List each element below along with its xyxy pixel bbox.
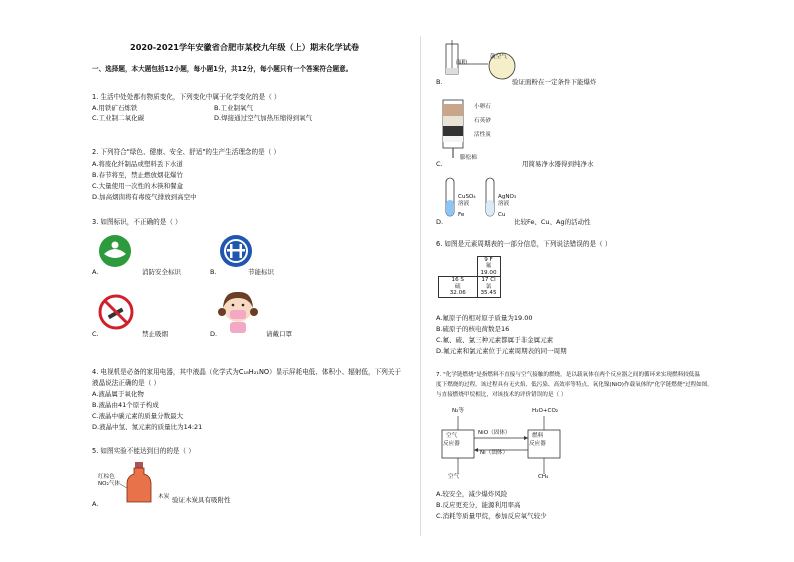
question-2-option-d: D.加高烟囱将有毒废气排放到高空中: [92, 193, 197, 201]
sulfur-number: 16 S: [451, 277, 464, 284]
question-1-stem: 1. 生活中处处都有物质变化，下列变化中属于化学变化的是（ ）: [92, 93, 281, 101]
question-7-stem-line3: 与直接燃烧甲烷相比，对该技术的评价错误的是（ ）: [436, 392, 567, 398]
question-5-option-c-letter: C.: [436, 160, 443, 168]
air-reactor-label-2: 反应器: [443, 441, 460, 447]
periodic-table-fragment: [438, 256, 501, 298]
question-3-option-c-text: 禁止吸烟: [142, 330, 168, 338]
question-3-option-b-letter: B.: [210, 268, 217, 276]
question-1-option-b: B.工业制氧气: [214, 104, 254, 112]
chlorine-mass: 35.45: [480, 290, 497, 297]
question-5-stem: 5. 如图实验不能达到目的的是（ ）: [92, 447, 195, 455]
fluorine-number: 9 F: [484, 257, 493, 263]
periodic-cell-fluorine: [477, 257, 500, 277]
wear-mask-girl-icon: [218, 288, 258, 334]
no2-label-line1: 红棕色: [98, 474, 115, 480]
question-4-stem-line2: 液晶说法正确的是（ ）: [92, 379, 161, 387]
question-1-option-d: D.焊接通过空气加热压缩得到氧气: [214, 114, 313, 122]
quartz-sand-label: 石英砂: [474, 118, 491, 124]
agno3-solution-label: 溶液: [498, 201, 510, 207]
energy-saving-sign-icon: [219, 234, 253, 268]
question-5-option-a-text: 验证木炭具有吸附性: [172, 496, 231, 504]
page-title: 2020-2021学年安徽省合肥市某校九年级（上）期末化学试卷: [130, 42, 360, 52]
no2-label-line2: NO₂气体: [98, 481, 121, 487]
question-2-option-b: B.春节将至，禁止燃放烟花爆竹: [92, 171, 184, 179]
question-3-option-a-text: 消防安全标识: [142, 268, 181, 276]
question-3-option-d-letter: D.: [210, 330, 218, 338]
question-3-option-c-letter: C.: [92, 330, 99, 338]
chlorine-name: 氯: [485, 283, 492, 290]
flour-label: 面粉: [456, 60, 468, 66]
question-5-option-c-text: 用简易净水器得到纯净水: [522, 160, 594, 168]
blow-air-label: 鼓空气: [490, 54, 507, 60]
ch4-input-label: CH₄: [538, 474, 549, 480]
n2-output-label: N₂等: [452, 408, 465, 414]
question-2-option-a: A.将废化纤制品或塑料丢下水道: [92, 160, 183, 168]
question-4-option-b: B.液晶由41个原子构成: [92, 401, 159, 409]
column-divider: [420, 36, 421, 536]
question-7-option-b: B.反应更充分，能源利用率高: [436, 501, 521, 509]
pebble-label: 小卵石: [474, 104, 491, 110]
question-5-option-b-letter: B.: [436, 78, 443, 86]
h2o-co2-output-label: H₂O+CO₂: [532, 408, 559, 414]
charcoal-label: 木炭: [158, 494, 170, 500]
question-4-option-c: C.液晶中碳元素的质量分数最大: [92, 412, 184, 420]
cuso4-solution-label: 溶液: [458, 201, 470, 207]
periodic-cell-chlorine: [477, 277, 500, 297]
nio-arrow-label: NiO（固体）: [478, 430, 511, 436]
question-2-stem: 2. 下列符合"绿色、健康、安全、舒适"的生产生活理念的是（ ）: [92, 148, 280, 156]
question-3-stem: 3. 如图标识，不正确的是（ ）: [92, 218, 182, 226]
question-3-option-b-text: 节能标识: [248, 268, 274, 276]
question-5-option-a-letter: A.: [92, 500, 99, 508]
fire-safety-sign-icon: [98, 234, 132, 268]
question-6-option-b: B.硫原子的核电荷数是16: [436, 325, 510, 333]
cu-label: Cu: [498, 212, 506, 218]
question-7-option-a: A.较安全，减少爆炸风险: [436, 490, 508, 498]
question-1-option-c: C.工业制二氧化碳: [92, 114, 145, 122]
question-3-option-a-letter: A.: [92, 268, 99, 276]
question-1-option-a: A.用铁矿石炼铁: [92, 104, 138, 112]
question-4-stem-line1: 4. 电视机是必备的家用电器，其中液晶（化学式为C₁₈H₂₁NO）显示屏耗电低、体积小、辐射低，下列关于: [92, 368, 401, 376]
fuel-reactor-label-2: 反应器: [529, 441, 546, 447]
question-2-option-c: C.大量使用一次性的木筷和餐盒: [92, 182, 184, 190]
fuel-reactor-label-1: 燃料: [532, 433, 544, 439]
question-6-option-a: A.氟原子的相对原子质量为19.00: [436, 314, 533, 322]
question-4-option-d: D.液晶中氢、氮元素的质量比为14:21: [92, 423, 203, 431]
air-input-label: 空气: [448, 474, 460, 480]
no-smoking-sign-icon: [98, 294, 134, 330]
cotton-label: 膨松棉: [460, 155, 477, 161]
question-7-stem-line1: 7. "化学链燃烧"是指燃料不直接与空气接触的燃烧，是以载氧体在两个反应器之间的循环来实现燃料较低温: [436, 372, 700, 378]
question-6-stem: 6. 如图是元素周期表的一部分信息，下列说法错误的是（ ）: [436, 240, 612, 248]
agno3-label: AgNO₃: [498, 194, 517, 200]
question-6-option-c: C.氟、硫、氯三种元素都属于非金属元素: [436, 336, 554, 344]
question-7-stem-line2: 度下燃烧的过程。该过程具有无火焰、低污染、高效率等特点。氧化镍(NiO)作载氧体的"化学链燃烧"过程如图。: [436, 382, 713, 388]
sulfur-name: 硫: [454, 283, 461, 290]
fluorine-name: 氟: [485, 263, 492, 270]
activated-carbon-label: 活性炭: [474, 132, 491, 138]
gas-bottle-icon: [126, 462, 152, 504]
sulfur-mass: 32.06: [449, 290, 466, 297]
question-6-option-d: D.氟元素和氯元素位于元素周期表的同一周期: [436, 347, 567, 355]
ni-arrow-label: Ni（固体）: [480, 450, 509, 456]
section-heading: 一、选择题，本大题包括12小题，每小题1分，共12分，每小题只有一个答案符合题意。: [92, 65, 353, 73]
flour-explosion-apparatus-icon: [440, 40, 520, 84]
chlorine-number: 17 Cl: [481, 277, 496, 284]
question-5-option-b-text: 验证面粉在一定条件下能爆炸: [512, 78, 597, 86]
fe-label: Fe: [458, 212, 465, 218]
cuso4-label: CuSO₄: [458, 194, 476, 200]
question-7-option-c: C.消耗等质量甲烷，参加反应氧气较少: [436, 512, 547, 520]
question-5-option-d-letter: D.: [436, 218, 444, 226]
fluorine-mass: 19.00: [480, 269, 497, 276]
question-5-option-d-text: 比较Fe、Cu、Ag的活动性: [514, 218, 591, 226]
air-reactor-label-1: 空气: [446, 433, 458, 439]
question-3-option-d-text: 请戴口罩: [266, 330, 292, 338]
periodic-cell-sulfur: [439, 277, 478, 297]
question-4-option-a: A.液晶属于氧化物: [92, 390, 144, 398]
